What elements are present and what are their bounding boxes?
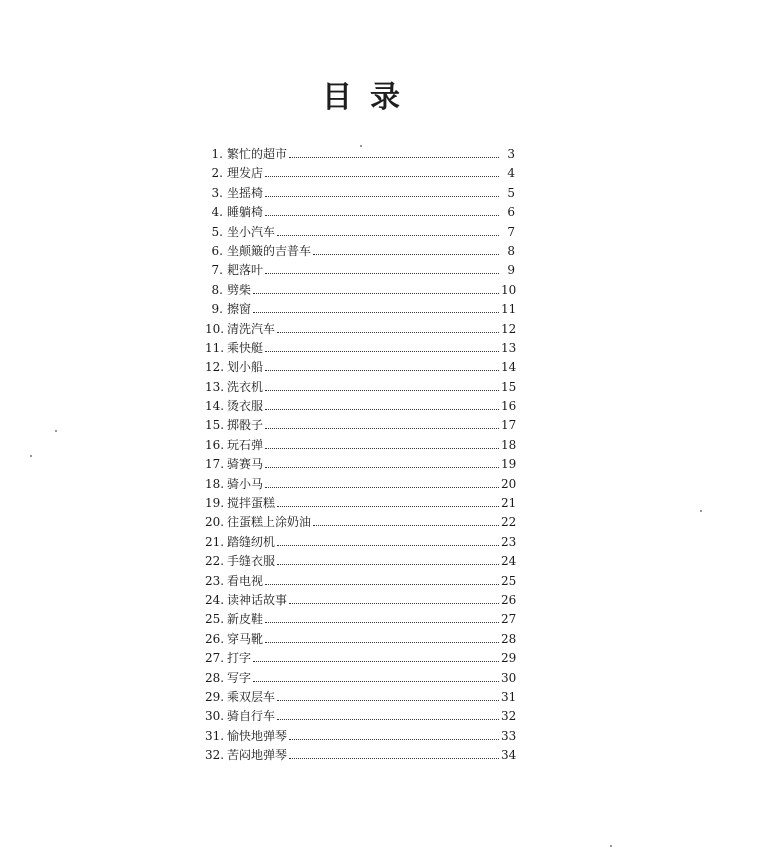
entry-title: 坐摇椅	[227, 185, 264, 200]
entry-page-number: 22	[501, 515, 517, 530]
scan-speck	[30, 455, 32, 457]
entry-page-number: 21	[501, 496, 517, 511]
toc-entry	[205, 320, 515, 339]
entry-page-number: 19	[501, 457, 517, 472]
entry-number: 9.	[211, 302, 223, 317]
entry-page-number: 23	[501, 534, 517, 549]
entry-page-number: 13	[501, 340, 517, 355]
entry-title: 烫衣服	[227, 399, 264, 414]
entry-number: 26.	[205, 631, 225, 646]
entry-number: 3.	[211, 185, 223, 200]
entry-page-number: 25	[501, 573, 517, 588]
entry-title: 骑小马	[227, 476, 264, 491]
dot-leader	[277, 506, 499, 507]
toc-entry	[205, 358, 515, 377]
dot-leader	[265, 273, 499, 274]
dot-leader	[265, 370, 499, 371]
entry-title: 打字	[227, 651, 252, 666]
toc-entry	[205, 339, 515, 358]
entry-number: 10.	[205, 321, 225, 336]
dot-leader	[265, 642, 499, 643]
dot-leader	[289, 758, 499, 759]
entry-page-number: 16	[501, 399, 517, 414]
entry-page-number: 30	[501, 670, 517, 685]
scan-speck	[55, 430, 57, 432]
scan-speck	[360, 145, 362, 147]
toc-entry	[205, 572, 515, 591]
entry-number: 12.	[205, 360, 225, 375]
entry-title: 愉快地弹琴	[227, 728, 288, 743]
toc-entry	[205, 242, 515, 261]
entry-title: 玩石弹	[227, 437, 264, 452]
entry-title: 掷骰子	[227, 418, 264, 433]
dot-leader	[313, 254, 499, 255]
entry-number: 19.	[205, 496, 225, 511]
dot-leader	[277, 719, 499, 720]
entry-number: 14.	[205, 399, 225, 414]
dot-leader	[277, 700, 499, 701]
entry-title: 坐颠簸的吉普车	[227, 243, 312, 258]
entry-page-number: 24	[501, 554, 517, 569]
entry-number: 20.	[205, 515, 225, 530]
toc-entry	[205, 223, 515, 242]
dot-leader	[265, 428, 499, 429]
entry-title: 读神话故事	[227, 592, 288, 607]
entry-page-number: 14	[501, 360, 517, 375]
toc-entry	[205, 688, 515, 707]
toc-entry	[205, 649, 515, 668]
entry-number: 21.	[205, 534, 225, 549]
entry-title: 手缝衣服	[227, 554, 276, 569]
entry-title: 乘快艇	[227, 340, 264, 355]
entry-number: 23.	[205, 573, 225, 588]
toc-entry	[205, 397, 515, 416]
dot-leader	[265, 196, 499, 197]
entry-title: 看电视	[227, 573, 264, 588]
entry-title: 擦窗	[227, 302, 252, 317]
toc-entry	[205, 455, 515, 474]
dot-leader	[265, 176, 499, 177]
dot-leader	[265, 409, 499, 410]
entry-title: 搅拌蛋糕	[227, 496, 276, 511]
entry-page-number: 5	[507, 185, 515, 200]
toc-entry	[205, 591, 515, 610]
toc-entry	[205, 494, 515, 513]
toc-entry	[205, 552, 515, 571]
dot-leader	[265, 390, 499, 391]
toc-entry	[205, 436, 515, 455]
entry-title: 划小船	[227, 360, 264, 375]
entry-number: 8.	[211, 282, 223, 297]
entry-title: 理发店	[227, 166, 264, 181]
entry-title: 睡躺椅	[227, 205, 264, 220]
entry-title: 坐小汽车	[227, 224, 276, 239]
entry-number: 11.	[205, 340, 225, 355]
entry-page-number: 11	[501, 302, 517, 317]
entry-page-number: 8	[507, 243, 515, 258]
entry-page-number: 3	[507, 147, 515, 161]
dot-leader	[265, 584, 499, 585]
dot-leader	[253, 312, 499, 313]
entry-page-number: 33	[501, 728, 517, 743]
entry-page-number: 32	[501, 709, 517, 724]
dot-leader	[265, 351, 499, 352]
entry-title: 耙落叶	[227, 263, 264, 278]
entry-page-number: 20	[501, 476, 517, 491]
entry-title: 写字	[227, 670, 252, 685]
dot-leader	[313, 525, 499, 526]
entry-page-number: 26	[501, 592, 517, 607]
entry-page-number: 17	[501, 418, 517, 433]
dot-leader	[277, 332, 499, 333]
entry-page-number: 34	[501, 748, 517, 763]
toc-entry	[205, 727, 515, 746]
page-title: 目录	[322, 80, 418, 115]
toc-entry	[205, 630, 515, 649]
entry-page-number: 27	[501, 612, 517, 627]
entry-page-number: 18	[501, 437, 517, 452]
scan-speck	[610, 845, 612, 847]
toc-entry	[205, 533, 515, 552]
toc-entry	[205, 164, 515, 183]
entry-number: 28.	[205, 670, 225, 685]
entry-title: 骑赛马	[227, 457, 264, 472]
toc-entry	[205, 416, 515, 435]
entry-number: 30.	[205, 709, 225, 724]
entry-page-number: 31	[501, 689, 517, 704]
dot-leader	[265, 487, 499, 488]
dot-leader	[289, 739, 499, 740]
entry-title: 洗衣机	[227, 379, 264, 394]
toc-entry	[205, 203, 515, 222]
toc-entry	[205, 610, 515, 629]
entry-number: 1.	[211, 147, 223, 161]
toc-entry	[205, 300, 515, 319]
dot-leader	[277, 564, 499, 565]
entry-number: 16.	[205, 437, 225, 452]
toc-entry	[205, 475, 515, 494]
entry-page-number: 29	[501, 651, 517, 666]
entry-number: 15.	[205, 418, 225, 433]
entry-page-number: 6	[507, 205, 515, 220]
dot-leader	[277, 545, 499, 546]
entry-number: 6.	[211, 243, 223, 258]
dot-leader	[253, 661, 499, 662]
entry-page-number: 10	[501, 282, 517, 297]
entry-title: 新皮鞋	[227, 612, 264, 627]
toc-entry	[205, 746, 515, 765]
entry-number: 25.	[205, 612, 225, 627]
entry-page-number: 9	[507, 263, 515, 278]
entry-page-number: 28	[501, 631, 517, 646]
entry-number: 17.	[205, 457, 225, 472]
entry-number: 32.	[205, 748, 225, 763]
entry-title: 踏缝纫机	[227, 534, 276, 549]
dot-leader	[253, 681, 499, 682]
entry-title: 往蛋糕上涂奶油	[227, 515, 312, 530]
entry-title: 繁忙的超市	[227, 147, 288, 161]
entry-title: 穿马靴	[227, 631, 264, 646]
entry-number: 5.	[211, 224, 223, 239]
entry-page-number: 7	[507, 224, 515, 239]
entry-title: 乘双层车	[227, 689, 276, 704]
entry-title: 苦闷地弹琴	[227, 748, 288, 763]
toc-entry	[205, 513, 515, 532]
entry-number: 29.	[205, 689, 225, 704]
entry-number: 13.	[205, 379, 225, 394]
toc-entry	[205, 669, 515, 688]
entry-number: 22.	[205, 554, 225, 569]
dot-leader	[265, 622, 499, 623]
toc-entry	[205, 145, 515, 164]
dot-leader	[253, 293, 499, 294]
entry-number: 2.	[211, 166, 223, 181]
entry-number: 24.	[205, 592, 225, 607]
dot-leader	[277, 235, 499, 236]
toc-entry	[205, 378, 515, 397]
dot-leader	[289, 603, 499, 604]
toc-entry	[205, 281, 515, 300]
entry-page-number: 12	[501, 321, 517, 336]
entry-title: 清洗汽车	[227, 321, 276, 336]
toc-entry	[205, 707, 515, 726]
entry-number: 4.	[211, 205, 223, 220]
entry-number: 27.	[205, 651, 225, 666]
dot-leader	[265, 467, 499, 468]
entry-page-number: 4	[507, 166, 515, 181]
dot-leader	[265, 448, 499, 449]
entry-page-number: 15	[501, 379, 517, 394]
dot-leader	[265, 215, 499, 216]
entry-title: 骑自行车	[227, 709, 276, 724]
dot-leader	[289, 157, 499, 158]
toc-entry	[205, 184, 515, 203]
entry-number: 18.	[205, 476, 225, 491]
entry-number: 7.	[211, 263, 223, 278]
scan-speck	[700, 510, 702, 512]
table-of-contents	[205, 145, 515, 766]
entry-number: 31.	[205, 728, 225, 743]
toc-entry	[205, 261, 515, 280]
entry-title: 劈柴	[227, 282, 252, 297]
